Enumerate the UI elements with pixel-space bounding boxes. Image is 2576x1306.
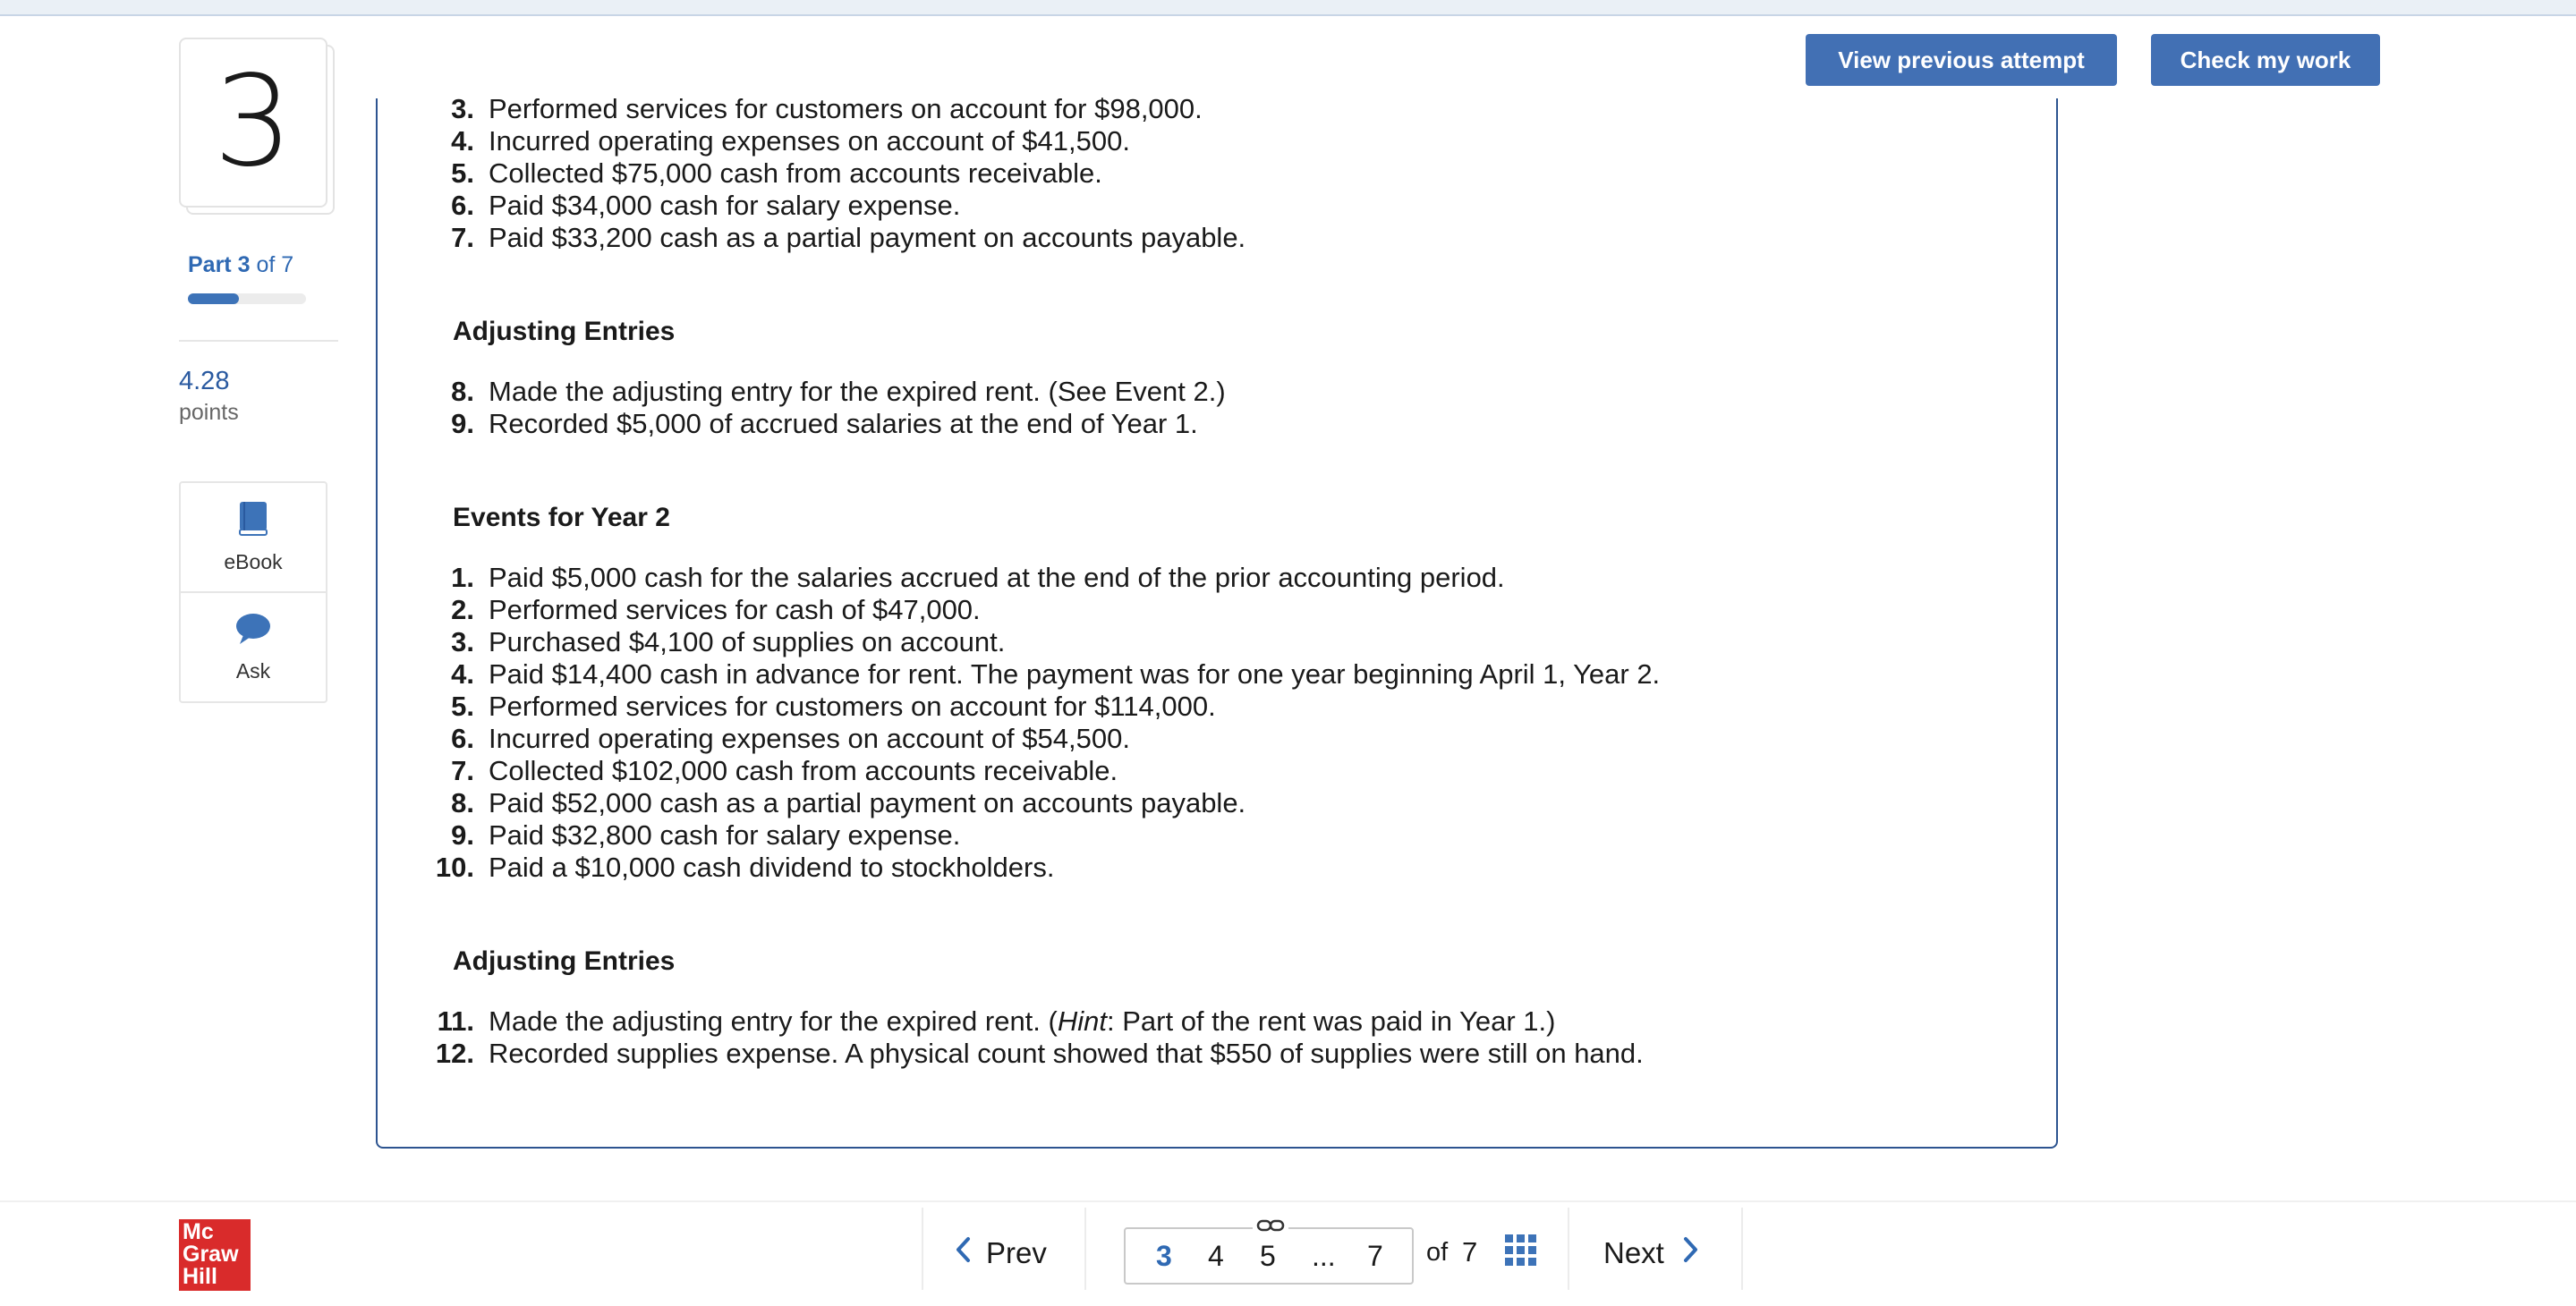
logo-line: Hill: [183, 1264, 217, 1289]
item-number: 10.: [435, 852, 474, 883]
top-bar: [0, 0, 2576, 16]
ask-label: Ask: [235, 658, 271, 683]
item-number: 9.: [451, 819, 474, 851]
item-text: [489, 1005, 1555, 1038]
chevron-right-icon: [1680, 1236, 1700, 1270]
page-link-4[interactable]: 4: [1208, 1240, 1224, 1272]
link-icon: [1253, 1217, 1288, 1239]
question-number: 3: [213, 49, 293, 195]
item-number: 2.: [451, 594, 474, 625]
item-number: 1.: [451, 562, 474, 593]
item-number: 7.: [451, 755, 474, 786]
logo-line: Mc: [183, 1219, 214, 1244]
item-number: 7.: [451, 222, 474, 253]
pager-separator: [922, 1208, 923, 1290]
page-ellipsis: ...: [1312, 1240, 1336, 1272]
page-link-3[interactable]: 3: [1156, 1240, 1172, 1272]
part-of: of 7: [256, 252, 294, 277]
item-number: 3.: [451, 93, 474, 124]
item-text: Paid $14,400 cash in advance for rent. The payment was for one year beginning April 1, Year 2.: [489, 658, 1661, 690]
item-text: Performed services for customers on account for $98,000.: [489, 93, 1203, 124]
item-text: Paid a $10,000 cash dividend to stockholders.: [489, 852, 1055, 883]
page-selector: [1124, 1227, 1414, 1285]
item-number: 8.: [451, 787, 474, 818]
divider: [179, 340, 338, 342]
item-text: Performed services for cash of $47,000.: [489, 594, 981, 625]
item-number: 12.: [435, 1038, 474, 1069]
part-progress-bar: [188, 293, 306, 304]
mcgraw-hill-logo: [179, 1219, 251, 1291]
item-text: Incurred operating expenses on account of $41,500.: [489, 125, 1130, 157]
points-value: 4.28: [179, 367, 230, 395]
tools-panel: [179, 481, 327, 703]
footer-divider: [0, 1200, 2576, 1202]
question-number-card: [179, 38, 327, 208]
item-number: 5.: [451, 157, 474, 189]
chat-bubble-icon: [234, 612, 272, 650]
item-number: 6.: [451, 723, 474, 754]
item-text: Made the adjusting entry for the expired rent. (See Event 2.): [489, 376, 1226, 407]
item-number: 5.: [451, 691, 474, 722]
hint-label: Hint: [1057, 1005, 1107, 1037]
item-text: Collected $75,000 cash from accounts receivable.: [489, 157, 1102, 189]
total-pages: 7: [1462, 1236, 1478, 1268]
check-my-work-button[interactable]: Check my work: [2151, 34, 2380, 86]
item-text-part: : Part of the rent was paid in Year 1.): [1107, 1005, 1556, 1037]
ebook-button[interactable]: [181, 483, 326, 591]
page-link-7[interactable]: 7: [1367, 1240, 1383, 1272]
pager-separator: [1568, 1208, 1569, 1290]
section-title-events-year-2: Events for Year 2: [453, 503, 670, 532]
part-progress-fill: [188, 293, 239, 304]
item-text: Paid $52,000 cash as a partial payment on accounts payable.: [489, 787, 1246, 818]
ask-button[interactable]: [181, 591, 326, 701]
part-label: Part: [188, 252, 232, 277]
of-label: of: [1426, 1238, 1449, 1267]
pager-separator: [1084, 1208, 1086, 1290]
item-text: Paid $32,800 cash for salary expense.: [489, 819, 961, 851]
item-number: 9.: [451, 408, 474, 439]
item-number: 6.: [451, 190, 474, 221]
part-indicator: [188, 252, 293, 278]
ebook-label: eBook: [224, 549, 283, 573]
grid-icon[interactable]: [1505, 1234, 1537, 1271]
item-number: 4.: [451, 125, 474, 157]
item-text: Paid $5,000 cash for the salaries accrued at the end of the prior accounting period.: [489, 562, 1505, 593]
page-link-5[interactable]: 5: [1260, 1240, 1276, 1272]
section-title-adjusting-entries-2: Adjusting Entries: [453, 946, 676, 976]
next-button[interactable]: [1603, 1225, 1700, 1281]
points-label: points: [179, 400, 239, 425]
item-text: Paid $33,200 cash as a partial payment on accounts payable.: [489, 222, 1246, 253]
chevron-left-icon: [954, 1236, 973, 1270]
prev-label: Prev: [986, 1236, 1047, 1269]
section-title-adjusting-entries: Adjusting Entries: [453, 317, 676, 346]
part-current: 3: [237, 252, 251, 277]
logo-line: Graw: [183, 1242, 239, 1267]
item-number: 4.: [451, 658, 474, 690]
item-number: 11.: [437, 1005, 474, 1037]
item-text-part: Made the adjusting entry for the expired rent. (: [489, 1005, 1058, 1037]
item-text: Purchased $4,100 of supplies on account.: [489, 626, 1006, 657]
next-label: Next: [1603, 1236, 1664, 1269]
item-text: Performed services for customers on account for $114,000.: [489, 691, 1216, 722]
item-text: Paid $34,000 cash for salary expense.: [489, 190, 961, 221]
item-text: Incurred operating expenses on account of $54,500.: [489, 723, 1130, 754]
view-previous-attempt-button[interactable]: View previous attempt: [1806, 34, 2117, 86]
points-block: [179, 367, 239, 426]
item-text: Recorded supplies expense. A physical count showed that $550 of supplies were still on hand.: [489, 1038, 1644, 1069]
item-text: Recorded $5,000 of accrued salaries at the end of Year 1.: [489, 408, 1198, 439]
item-text: Collected $102,000 cash from accounts receivable.: [489, 755, 1118, 786]
book-icon: [238, 501, 268, 541]
pager-separator: [1741, 1208, 1743, 1290]
item-number: 3.: [451, 626, 474, 657]
item-number: 8.: [451, 376, 474, 407]
prev-button[interactable]: [954, 1225, 1047, 1281]
